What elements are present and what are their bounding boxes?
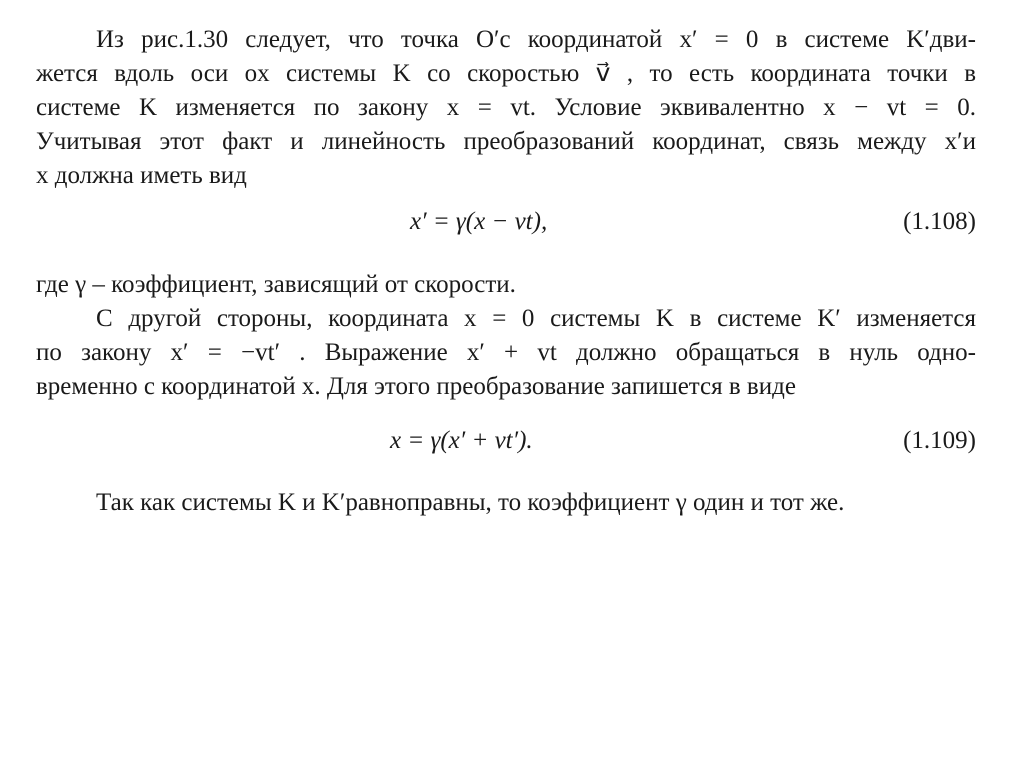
equation-1108-number: (1.108) bbox=[903, 208, 976, 235]
equation-1109 bbox=[36, 424, 976, 458]
paragraph1-line3: системе K изменяется по закону x = vt. Условие эквивалентно x − vt = 0. bbox=[36, 94, 976, 121]
equation-1108 bbox=[36, 205, 976, 239]
paragraph2-line1: где γ – коэффициент, зависящий от скорости. bbox=[36, 271, 516, 298]
paragraph3-line1: С другой стороны, координата x = 0 системы K в системе K′ изменяется bbox=[96, 305, 976, 332]
paragraph1-line4: Учитывая этот факт и линейность преобразований координат, связь между x′и bbox=[36, 128, 976, 155]
paragraph1-line2: жется вдоль оси ox системы K со скоростью v⃗ , то есть координата точки в bbox=[36, 60, 976, 87]
paragraph3-line3: временно с координатой x. Для этого преобразование запишется в виде bbox=[36, 373, 796, 400]
equation-1109-expression: x = γ(x′ + vt′). bbox=[390, 427, 533, 454]
paragraph3-line2: по закону x′ = −vt′ . Выражение x′ + vt должно обращаться в нуль одно- bbox=[36, 339, 976, 366]
equation-1108-expression: x′ = γ(x − vt), bbox=[410, 208, 548, 235]
paragraph4-line1: Так как системы K и K′равноправны, то коэффициент γ один и тот же. bbox=[96, 489, 845, 516]
paragraph1-line5: x должна иметь вид bbox=[36, 162, 247, 189]
paragraph1-line1: Из рис.1.30 следует, что точка O′с координатой x′ = 0 в системе K′дви- bbox=[96, 26, 976, 53]
equation-1109-number: (1.109) bbox=[903, 427, 976, 454]
